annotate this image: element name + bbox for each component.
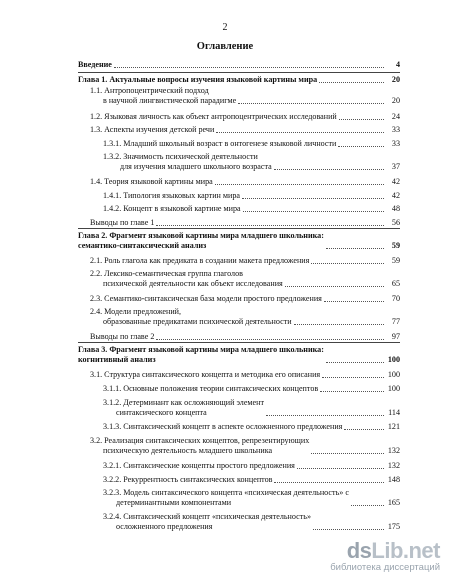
toc-entry-label-line: 3.2.2. Рекуррентность синтаксических концептов xyxy=(103,475,273,484)
page-number: 2 xyxy=(222,22,228,33)
toc-entry-label-line: 2.3. Семантико-синтаксическая база модели простого предложения xyxy=(90,294,322,303)
toc-entry-label xyxy=(78,231,324,251)
toc-entry-label-line: 2.1. Роль глагола как предиката в создании макета предложения xyxy=(90,256,310,265)
dot-leader xyxy=(313,529,384,530)
dot-leader xyxy=(243,211,384,212)
toc-entry-label-line: Выводы по главе 1 xyxy=(90,218,155,227)
toc-entry[interactable] xyxy=(90,256,400,266)
toc-entry-label-line: 3.1.3. Синтаксический концепт в аспекте осложненного предложения xyxy=(103,422,343,431)
toc-entry[interactable] xyxy=(103,191,400,201)
toc-entry-label-line: 3.1.2. Детерминант как осложняющий элемент xyxy=(103,398,265,407)
chapter-separator xyxy=(78,228,400,229)
toc-entry-page: 77 xyxy=(391,317,400,326)
toc-entry-label-line: 1.1. Антропоцентрический подход xyxy=(90,86,209,95)
toc-entry-label-line: 2.2. Лексико-семантическая группа глаголов xyxy=(90,269,243,278)
toc-entry-label-line: психическую деятельность младшего школьника xyxy=(103,446,273,455)
dot-leader xyxy=(344,429,384,430)
dot-leader xyxy=(274,169,384,170)
toc-entry-page: 97 xyxy=(391,332,400,341)
toc-entry[interactable] xyxy=(90,125,400,135)
toc-entry-label xyxy=(103,461,295,471)
dot-leader xyxy=(326,362,384,363)
toc-entry[interactable] xyxy=(103,384,400,394)
toc-entry[interactable] xyxy=(103,475,400,485)
toc-entry-label-line: 3.2.4. Синтаксический концепт «психическая деятельность» xyxy=(103,512,311,521)
toc-entry[interactable] xyxy=(90,112,400,122)
dot-leader xyxy=(338,146,384,147)
dslib-logo: dsLib.net xyxy=(346,538,440,563)
chapter-separator xyxy=(78,72,400,73)
toc-entry-page: 24 xyxy=(391,112,400,121)
toc-entry[interactable] xyxy=(103,488,400,508)
toc-entry-label xyxy=(103,191,240,201)
toc-entry-label xyxy=(103,152,272,172)
dot-leader xyxy=(339,119,384,120)
toc-entry-label xyxy=(90,112,337,122)
toc-entry-label-line: 1.2. Языковая личность как объект антропоцентрических исследований xyxy=(90,112,337,121)
toc-entry-label-line: 1.4.2. Концепт в языковой картине мира xyxy=(103,204,241,213)
toc-entry-label xyxy=(90,256,309,266)
toc-entry-page: 59 xyxy=(391,256,400,265)
dot-leader xyxy=(285,286,384,287)
toc-entry-page: 100 xyxy=(387,384,400,393)
toc-entry-page: 59 xyxy=(391,241,400,250)
toc-title: Оглавление xyxy=(196,41,254,52)
toc-entry[interactable] xyxy=(103,461,400,471)
toc-entry-label-line: образованные предикатами психической деятельности xyxy=(103,317,292,326)
toc-entry-page: 4 xyxy=(395,60,400,69)
toc-entry-label-line: Выводы по главе 2 xyxy=(90,332,155,341)
toc-entry[interactable] xyxy=(90,177,400,187)
toc-entry-page: 148 xyxy=(387,475,400,484)
dot-leader xyxy=(238,103,384,104)
toc-entry-page: 37 xyxy=(391,162,400,171)
toc-entry-label-line: семантико-синтаксический анализ xyxy=(78,241,207,250)
toc-entry-label xyxy=(90,269,283,289)
toc-entry-label xyxy=(90,177,213,187)
toc-entry-label xyxy=(103,384,318,394)
toc-entry-label xyxy=(90,218,154,228)
toc-entry-label-line: 3.2. Реализация синтаксических концептов, репрезентирующих xyxy=(90,436,310,445)
toc-entry-label-line: 1.4. Теория языковой картины мира xyxy=(90,177,213,186)
toc-entry-label xyxy=(103,488,349,508)
toc-entry-label-line: для изучения младшего школьного возраста xyxy=(120,162,272,171)
toc-entry[interactable] xyxy=(90,269,400,289)
toc-entry[interactable] xyxy=(78,345,400,365)
toc-entry-label-line: 3.2.3. Модель синтаксического концепта «психическая деятельность» с xyxy=(103,488,349,497)
dot-leader xyxy=(322,377,384,378)
toc-entry-page: 165 xyxy=(387,498,400,507)
toc-entry-label xyxy=(90,332,154,342)
toc-entry-label xyxy=(103,398,264,418)
toc-entry[interactable] xyxy=(103,512,400,532)
toc-entry-label-line: в научной лингвистической парадигме xyxy=(103,96,237,105)
toc-entry-label xyxy=(103,204,241,214)
dot-leader xyxy=(242,198,384,199)
toc-entry-page: 48 xyxy=(391,204,400,213)
dot-leader xyxy=(114,67,384,68)
toc-entry[interactable] xyxy=(78,231,400,251)
toc-entry[interactable] xyxy=(103,422,400,432)
toc-entry-label xyxy=(103,475,272,485)
toc-entry-label xyxy=(90,86,236,106)
toc-entry-label xyxy=(103,139,336,149)
watermark-caption: библиотека диссертаций xyxy=(330,562,440,573)
toc-entry-page: 56 xyxy=(391,218,400,227)
toc-entry-label-line: синтаксического концепта xyxy=(116,408,207,417)
toc-entry-label-line: Введение xyxy=(78,60,112,69)
toc-entry-label xyxy=(90,307,292,327)
toc-entry-label-line: детерминантными компонентами xyxy=(116,498,232,507)
toc-entry-label xyxy=(90,125,214,135)
dot-leader xyxy=(266,415,384,416)
toc-entry[interactable] xyxy=(90,370,400,380)
toc-entry[interactable] xyxy=(90,436,400,456)
toc-entry[interactable] xyxy=(90,307,400,327)
toc-entry-page: 33 xyxy=(391,125,400,134)
toc-entry-page: 175 xyxy=(387,522,400,531)
toc-entry-page: 20 xyxy=(391,96,400,105)
dot-leader xyxy=(156,225,384,226)
toc-entry-page: 70 xyxy=(391,294,400,303)
dot-leader xyxy=(294,324,384,325)
dot-leader xyxy=(274,482,384,483)
toc-entry-label-line: психической деятельности как объект исследования xyxy=(103,279,283,288)
toc-entry-label xyxy=(90,294,322,304)
toc-entry-page: 65 xyxy=(391,279,400,288)
toc-entry-label-line: осложненного предложения xyxy=(116,522,213,531)
toc-entry-label xyxy=(78,75,317,85)
toc-entry-label xyxy=(90,436,309,456)
dot-leader xyxy=(215,184,384,185)
toc-entry-label-line: Глава 3. Фрагмент языковой картины мира младшего школьника: xyxy=(78,345,324,354)
dot-leader xyxy=(324,301,384,302)
dot-leader xyxy=(319,82,384,83)
toc-entry-label xyxy=(90,370,320,380)
toc-entry-page: 100 xyxy=(387,355,400,364)
dot-leader xyxy=(326,248,384,249)
toc-entry-label-line: 1.4.1. Типология языковых картин мира xyxy=(103,191,240,200)
toc-entry-label-line: Глава 1. Актуальные вопросы изучения языковой картины мира xyxy=(78,75,318,84)
toc-entry-page: 132 xyxy=(387,461,400,470)
toc-entry-label-line: 1.3. Аспекты изучения детской речи xyxy=(90,125,215,134)
toc-entry-label-line: 3.2.1. Синтаксические концепты простого предложения xyxy=(103,461,295,470)
toc-entry[interactable] xyxy=(103,152,400,172)
toc-entry[interactable] xyxy=(103,398,400,418)
toc-entry[interactable] xyxy=(78,75,400,85)
toc-entry-page: 132 xyxy=(387,446,400,455)
chapter-separator xyxy=(78,342,400,343)
toc-entry-label-line: 2.4. Модели предложений, xyxy=(90,307,182,316)
toc-entry-label-line: когнитивный анализ xyxy=(78,355,156,364)
toc-entry-label xyxy=(103,512,311,532)
toc-entry-label xyxy=(78,60,112,70)
toc-entry-page: 20 xyxy=(391,75,400,84)
toc-entry-page: 42 xyxy=(391,191,400,200)
toc-entry-page: 42 xyxy=(391,177,400,186)
toc-entry[interactable] xyxy=(78,60,400,70)
toc-entry-label-line: 1.3.1. Младший школьный возраст в онтогенезе языковой личности xyxy=(103,139,337,148)
dot-leader xyxy=(351,505,384,506)
toc-entry-page: 100 xyxy=(387,370,400,379)
toc-entry-label-line: 1.3.2. Значимость психической деятельности xyxy=(103,152,258,161)
toc-entry-page: 114 xyxy=(388,408,400,417)
toc-entry-label-line: 3.1.1. Основные положения теории синтаксических концептов xyxy=(103,384,319,393)
toc-entry-page: 33 xyxy=(391,139,400,148)
dot-leader xyxy=(320,391,384,392)
toc-entry-label xyxy=(103,422,342,432)
dot-leader xyxy=(156,339,384,340)
toc-entry[interactable] xyxy=(90,218,400,228)
toc-entry-page: 121 xyxy=(387,422,400,431)
dot-leader xyxy=(311,453,384,454)
toc-entry[interactable] xyxy=(103,204,400,214)
toc-entry-label xyxy=(78,345,324,365)
toc-entry-label-line: Глава 2. Фрагмент языковой картины мира младшего школьника: xyxy=(78,231,324,240)
toc-entry[interactable] xyxy=(90,86,400,106)
watermark xyxy=(280,538,440,574)
dot-leader xyxy=(311,263,384,264)
dot-leader xyxy=(297,468,384,469)
toc-entry-label-line: 3.1. Структура синтаксического концепта и методика его описания xyxy=(90,370,321,379)
dot-leader xyxy=(216,132,384,133)
toc-entry[interactable] xyxy=(90,294,400,304)
toc-entry[interactable] xyxy=(90,332,400,342)
toc-entry[interactable] xyxy=(103,139,400,149)
